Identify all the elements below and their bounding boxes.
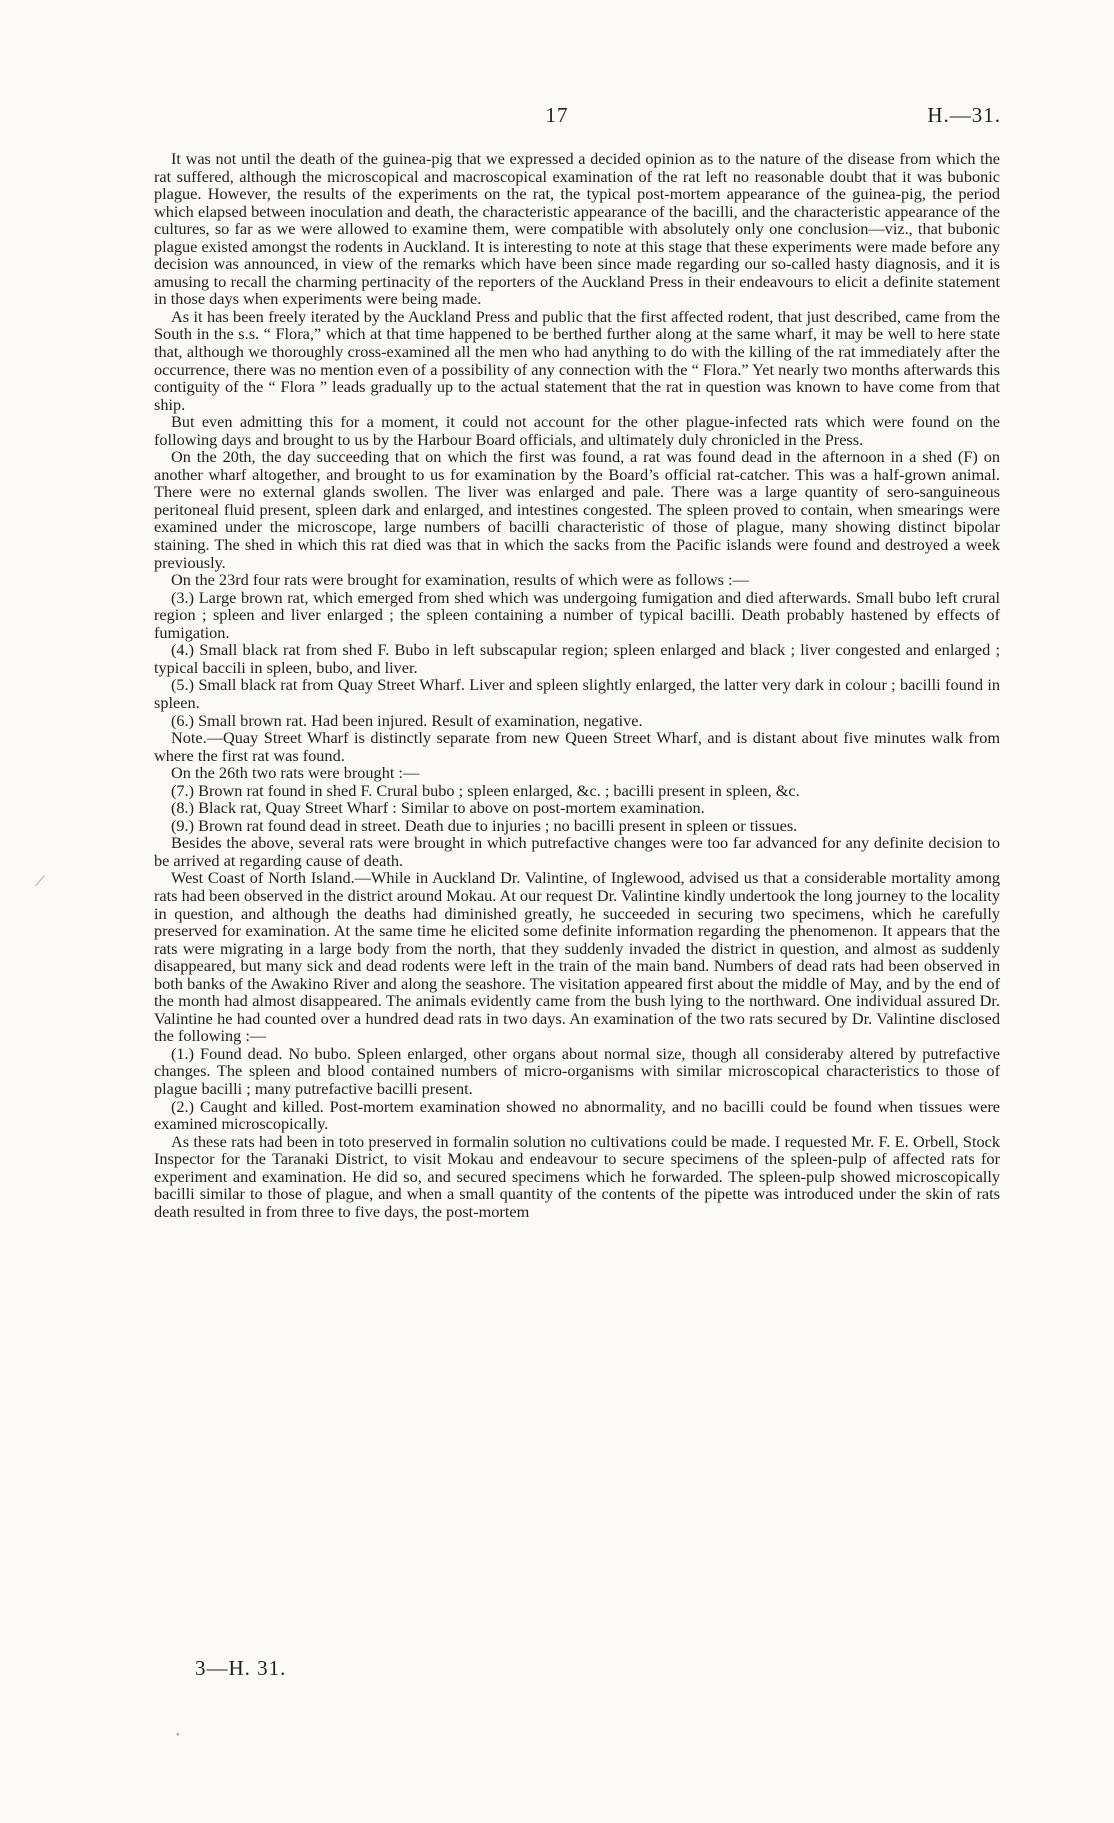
paragraph: As it has been freely iterated by the Auckland Press and public that the first affected rodent, that just described, came from the South in the s.s. “ Flora,” which at that time happened to be berthed further along at the same wharf, it may be well to here state that, although we thoroughly cross-examined all the men who had anything to do with the killing of the rat immediately after the occurrence, there was no mention even of a possibility of any connection with the “ Flora.” Yet nearly two months afterwards this contiguity of the “ Flora ” leads gradually up to the actual statement that the rat in question was known to have come from that ship.	[154, 306, 1000, 414]
paragraph: (1.) Found dead. No bubo. Spleen enlarged, other organs about normal size, though all consideraby altered by putrefactive changes. The spleen and blood contained numbers of micro-organisms with similar microscopical characteristics to those of plague bacilli ; many putrefactive bacilli present.	[154, 1043, 1000, 1098]
paragraph: (8.) Black rat, Quay Street Wharf : Similar to above on post-mortem examination.	[171, 798, 705, 818]
paragraph: (2.) Caught and killed. Post-mortem examination showed no abnormality, and no bacilli could be found when tissues were examined microscopically.	[154, 1096, 1000, 1134]
document-code: H.—31.	[927, 103, 1001, 127]
paragraph: West Coast of North Island.—While in Auckland Dr. Valintine, of Inglewood, advised us that a considerable mortality among rats had been observed in the district around Mokau. At our request Dr. Valintine kindly undertook the long journey to the locality in question, and although the deaths had diminished greatly, he succeeded in securing two specimens, which he carefully preserved for examination. At the same time he elicited some definite information regarding the phenomenon. It appears that the rats were migrating in a large body from the north, that they suddenly invaded the district in question, and almost as suddenly disappeared, but many sick and dead rodents were left in the train of the main band. Numbers of dead rats had been observed in both banks of the Awakino River and along the seashore. The visitation appeared first about the middle of May, and by the end of the month had almost disappeared. The animals evidently came from the bush lying to the northward. One individual assured Dr. Valintine he had counted over a hundred dead rats in two days. An examination of the two rats secured by Dr. Valintine disclosed the following :—	[154, 868, 1000, 1046]
paragraph: On the 20th, the day succeeding that on which the first was found, a rat was found dead in the afternoon in a shed (F) on another wharf altogether, and brought to us for examination by the Board’s official rat-catcher. This was a half-grown animal. There were no external glands swollen. The liver was enlarged and pale. There was a large quantity of sero-sanguineous peritoneal fluid present, spleen dark and enlarged, and intestines congested. The spleen proved to contain, when smearings were examined under the microscope, large numbers of bacilli characteristic of those of plague, many showing distinct bipolar staining. The shed in which this rat died was that in which the sacks from the Pacific islands were found and destroyed a week previously.	[154, 447, 1000, 572]
paragraph: (4.) Small black rat from shed F. Bubo in left subscapular region; spleen enlarged and black ; liver congested and enlarged ; typical baccili in spleen, bubo, and liver.	[154, 640, 1000, 677]
paragraph: (3.) Large brown rat, which emerged from shed which was undergoing fumigation and died afterwards. Small bubo left crural region ; spleen and liver enlarged ; the spleen containing a number of typical bacilli. Death probably hastened by effects of fumigation.	[154, 587, 1000, 642]
paragraph: It was not until the death of the guinea-pig that we expressed a decided opinion as to the nature of the disease from which the rat suffered, although the microscopical and macroscopical examination of the rat left no reasonable doubt that it was bubonic plague. However, the results of the experiments on the rat, the typical post-mortem appearance of the guinea-pig, the period which elapsed between inoculation and death, the characteristic appearance of the bacilli, and the characteristic appearance of the cultures, so far as we were allowed to examine them, were compatible with absolutely only one conclusion—viz., that bubonic plague existed amongst the rodents in Auckland. It is interesting to note at this stage that these experiments were made before any decision was announced, in view of the remarks which have been since made regarding our so-called hasty diagnosis, and it is amusing to recall the charming pertinacity of the reporters of the Auckland Press in their endeavours to elicit a definite statement in those days when experiments were being made.	[154, 149, 1000, 309]
paragraph: (5.) Small black rat from Quay Street Wharf. Liver and spleen slightly enlarged, the latter very dark in colour ; bacilli found in spleen.	[154, 675, 1000, 712]
footer-signature: 3—H. 31.	[195, 1656, 287, 1680]
paragraph: (9.) Brown rat found dead in street. Death due to injuries ; no bacilli present in spleen or tissues.	[171, 815, 798, 835]
paragraph: (7.) Brown rat found in shed F. Crural bubo ; spleen enlarged, &c. ; bacilli present in spleen, &c.	[171, 780, 800, 800]
paragraph: (6.) Small brown rat. Had been injured. Result of examination, negative.	[171, 710, 643, 730]
page-number: 17	[545, 103, 569, 127]
paragraph: On the 23rd four rats were brought for examination, results of which were as follows :—	[171, 570, 749, 590]
paragraph: But even admitting this for a moment, it could not account for the other plague-infected rats which were found on the following days and brought to us by the Harbour Board officials, and ultimately duly chronicled in the Press.	[154, 412, 1000, 449]
speck-mark: •	[176, 1730, 180, 1741]
paragraph: Besides the above, several rats were brought in which putrefactive changes were too far advanced for any definite decision to be arrived at regarding cause of death.	[154, 833, 1000, 870]
body-text	[154, 150, 1000, 1220]
margin-mark: ⟋	[35, 875, 45, 890]
paragraph: Note.—Quay Street Wharf is distinctly separate from new Queen Street Wharf, and is distant about five minutes walk from where the first rat was found.	[154, 728, 1000, 765]
paragraph: As these rats had been in toto preserved in formalin solution no cultivations could be made. I requested Mr. F. E. Orbell, Stock Inspector for the Taranaki District, to visit Mokau and endeavour to secure specimens of the spleen-pulp of affected rats for experiment and examination. He did so, and secured specimens which he forwarded. The spleen-pulp showed microscopically bacilli similar to those of plague, and when a small quantity of the contents of the pipette was introduced under the skin of rats death resulted in from three to five days, the post-mortem	[154, 1131, 1000, 1221]
paragraph: On the 26th two rats were brought :—	[171, 763, 420, 783]
